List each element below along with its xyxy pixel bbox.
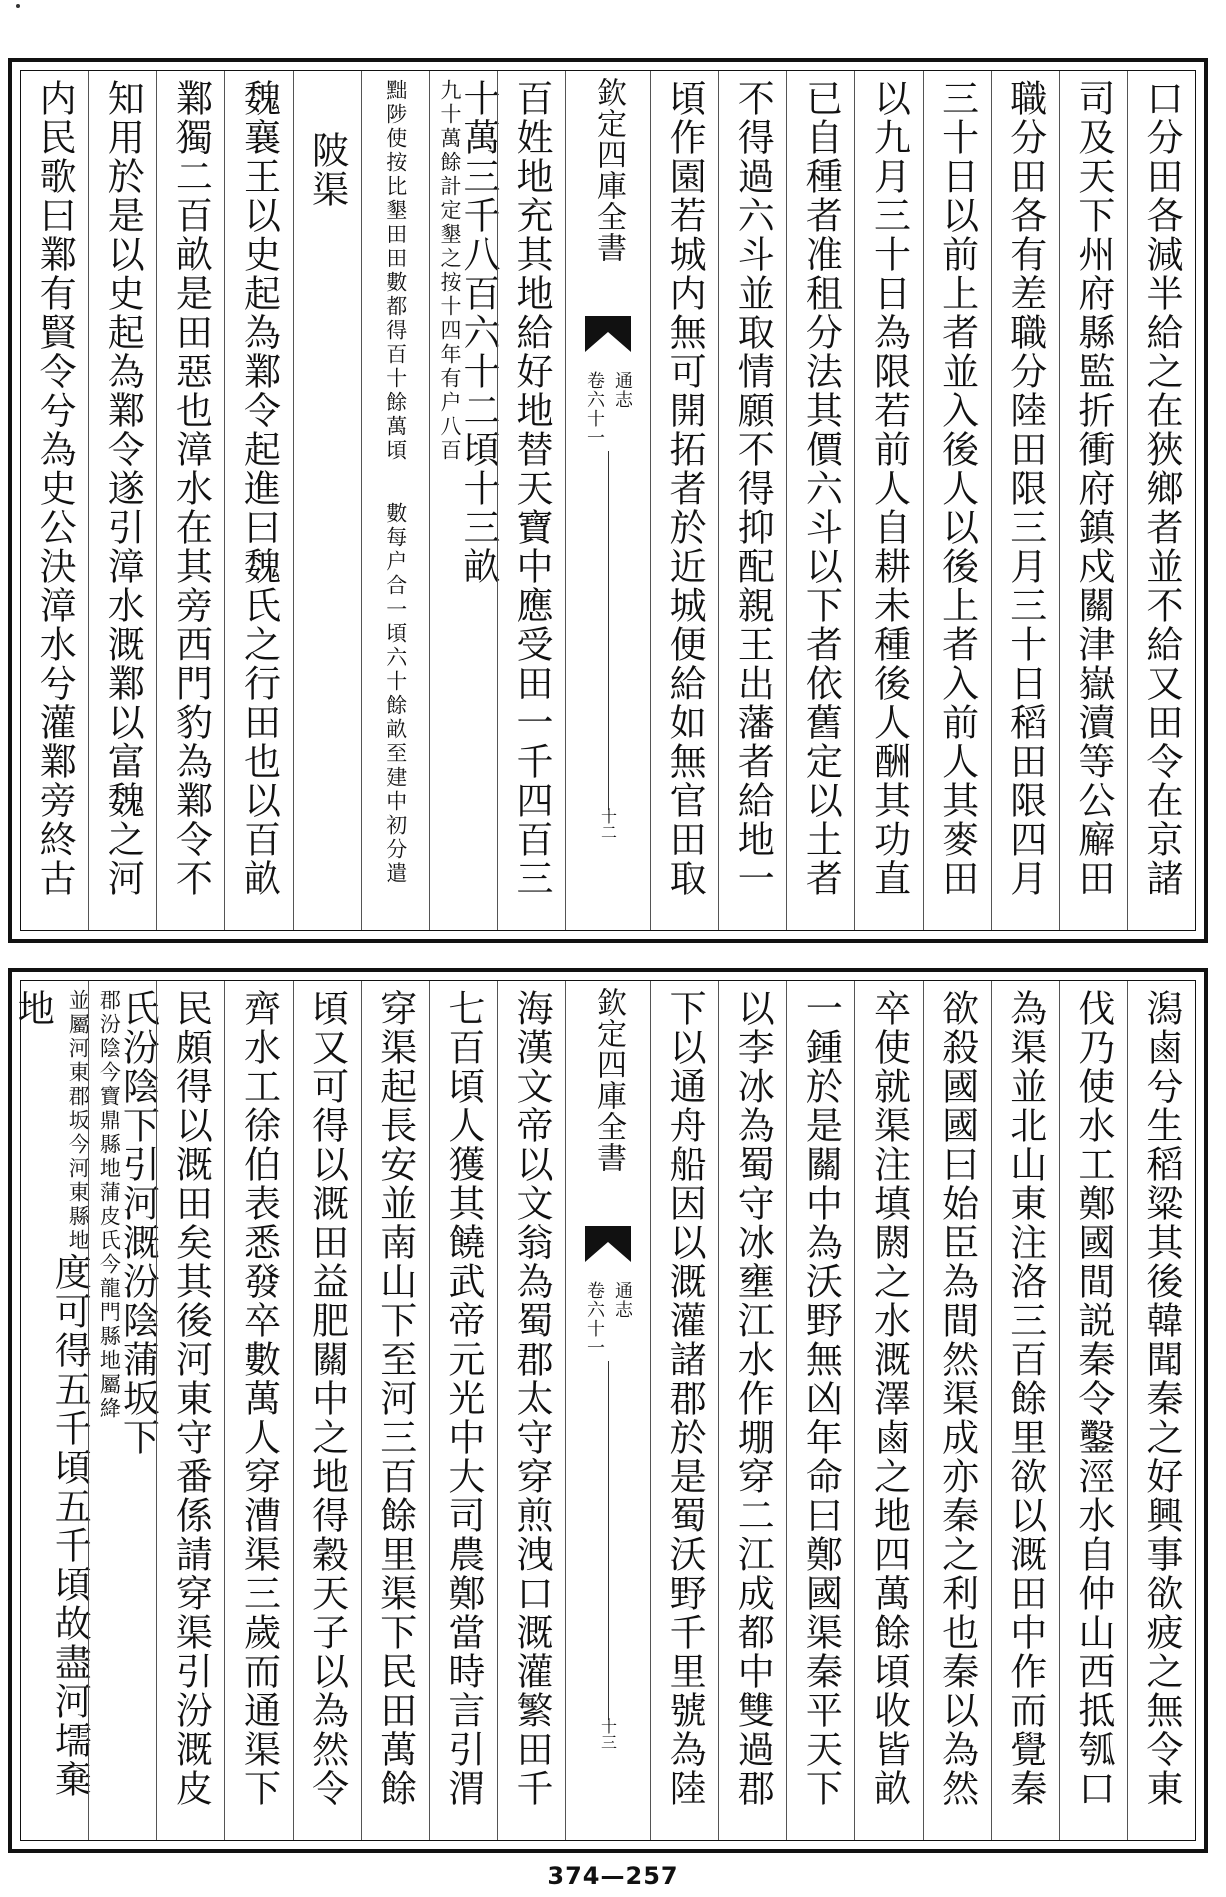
mixed-text-column	[88, 981, 160, 1840]
spine-page-number: 十三	[598, 1718, 618, 1750]
text-column: 民頗得以溉田矣其後河東守番係請穿渠引汾溉皮	[156, 981, 224, 1840]
text-column: 不得過六斗並取情願不得抑配親王出藩者給地一	[718, 71, 786, 930]
text-column: 伐乃使水工鄭國間説秦令鑿涇水自仲山西抵瓠口	[1059, 981, 1127, 1840]
center-spine	[565, 981, 650, 1840]
text-column: 三十日以前上者並入後人以後上者入前人其麥田	[923, 71, 991, 930]
annotation-right: 皮氏今龍門縣地屬絳	[97, 1205, 122, 1421]
text-column: 鄴獨二百畝是田惡也漳水在其旁西門豹為鄴令不	[156, 71, 224, 930]
annotation	[97, 989, 122, 1421]
text-column: 海漢文帝以文翁為蜀郡太守穿煎洩口溉灌繁田千	[497, 981, 565, 1840]
mixed-text-column	[11, 981, 92, 1840]
annotation-right: 數每户合一頃六十餘畝至建中初分遣	[383, 501, 408, 886]
spine-book: 通志	[612, 371, 634, 409]
text-column: 齊水工徐伯表悉發卒數萬人穿漕渠三歲而通渠下	[224, 981, 292, 1840]
annotation-right: 坂今河東縣地	[66, 1109, 91, 1253]
spine-divider	[608, 1361, 609, 1720]
bottom-page	[8, 968, 1208, 1853]
annotation-left: 九十萬餘計定墾之	[437, 79, 462, 271]
annotation-right: 按十四年有户八百	[437, 271, 462, 463]
top-page-frame	[20, 70, 1196, 931]
spine-title: 欽定四庫全書	[591, 987, 627, 1173]
center-spine	[565, 71, 650, 930]
spine-volume	[566, 371, 650, 447]
text-column: 以九月三十日為限若前人自耕未種後人酬其功直	[854, 71, 922, 930]
section-heading: 陂渠	[293, 71, 361, 930]
bottom-page-frame	[11, 980, 1196, 1841]
text-column: 一鍾於是關中為沃野無凶年命曰鄭國渠秦平天下	[786, 981, 854, 1840]
text-column: 口分田各減半給之在狹鄉者並不給又田令在京諸	[1127, 71, 1195, 930]
fishtail-icon	[585, 1226, 631, 1262]
text-column: 知用於是以史起為鄴令遂引漳水溉鄴以富魏之河	[88, 71, 156, 930]
scan-speck	[16, 4, 20, 8]
main-text: 十萬三千八百六十二頃十三畝	[456, 79, 500, 586]
text-column: 頃又可得以溉田益肥關中之地得穀天子以為然令	[293, 981, 361, 1840]
top-page	[8, 58, 1208, 943]
text-column: 以李冰為蜀守冰壅江水作堋穿二江成都中雙過郡	[718, 981, 786, 1840]
spine-divider	[608, 451, 609, 810]
main-text: 度可得五千頃五千頃故盡河壖棄地	[11, 989, 92, 1799]
text-column: 下以通舟船因以溉灌諸郡於是蜀沃野千里號為陸	[650, 981, 718, 1840]
text-column: 欲殺國國曰始臣為間然渠成亦秦之利也秦以為然	[923, 981, 991, 1840]
spine-title: 欽定四庫全書	[591, 77, 627, 263]
main-text: 氏汾陰下引河溉汾陰蒲坂下	[116, 989, 160, 1457]
text-column: 頃作園若城内無可開拓者於近城便給如無官田取	[650, 71, 718, 930]
spine-page-number: 十二	[598, 808, 618, 840]
text-column: 為渠並北山東注洛三百餘里欲以溉田中作而覺秦	[991, 981, 1059, 1840]
mixed-text-column	[429, 71, 500, 930]
text-column: 魏襄王以史起為鄴令起進曰魏氏之行田也以百畝	[224, 71, 292, 930]
annotation	[439, 79, 460, 463]
spine-volume-number: 卷六十一	[584, 1281, 606, 1357]
annotation-left: 郡汾陰今寶鼎縣地蒲	[97, 989, 122, 1205]
annotation-left: 黜陟使按比墾田田數都得百十餘萬頃	[383, 79, 408, 463]
fishtail-icon	[585, 316, 631, 352]
spine-book: 通志	[612, 1281, 634, 1319]
text-column: 内民歌曰鄴有賢令兮為史公決漳水兮灌鄴旁終古	[33, 79, 77, 898]
text-column: 已自種者准租分法其價六斗以下者依舊定以土者	[786, 71, 854, 930]
text-column: 職分田各有差職分陸田限三月三十日稻田限四月	[991, 71, 1059, 930]
spine-volume	[566, 1281, 650, 1357]
annotation-column	[361, 71, 429, 930]
text-column: 卒使就渠注填閼之水溉澤鹵之地四萬餘頃收皆畝	[854, 981, 922, 1840]
text-column: 七百頃人獲其饒武帝元光中大司農鄭當時言引渭	[429, 981, 497, 1840]
annotation-left: 並屬河東郡	[66, 989, 91, 1109]
text-column: 司及天下州府縣監折衝府鎮戍關津嶽瀆等公廨田	[1059, 71, 1127, 930]
spine-volume-number: 卷六十一	[584, 371, 606, 447]
text-column: 穿渠起長安並南山下至河三百餘里渠下民田萬餘	[361, 981, 429, 1840]
scan-page-number: 374—257	[547, 1862, 679, 1890]
text-column: 潟鹵兮生稻粱其後韓聞秦之好興事欲疲之無令東	[1127, 981, 1195, 1840]
text-column: 百姓地充其地給好地替天寶中應受田一千四百三	[497, 71, 565, 930]
